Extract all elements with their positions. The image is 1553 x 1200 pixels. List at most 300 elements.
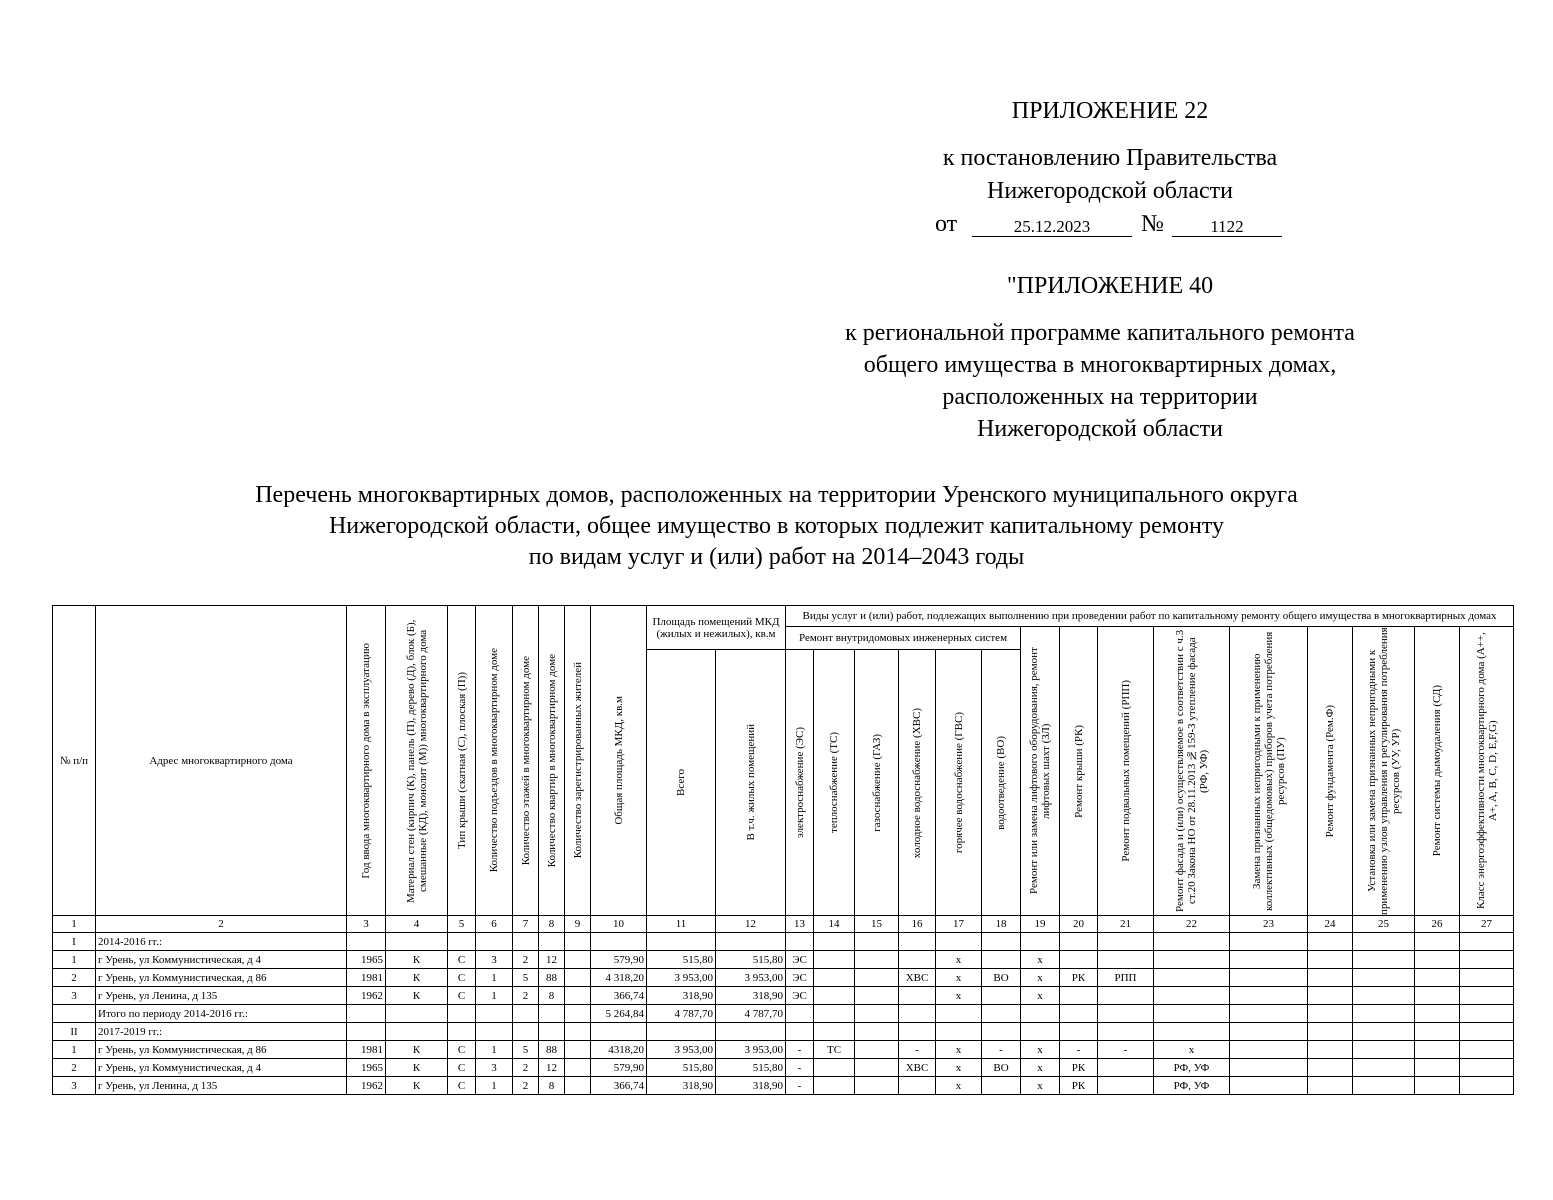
table-cell [1460,1041,1514,1059]
table-cell [1353,933,1415,951]
header-premises-total: Всего [647,650,716,916]
header-engineering: Ремонт внутридомовых инженерных систем [786,627,1021,650]
table-cell [814,951,855,969]
table-row [53,1041,1514,1059]
table-cell [1415,1041,1460,1059]
column-number: 23 [1230,916,1308,933]
table-cell: 5 [513,1041,539,1059]
table-cell [1460,1023,1514,1041]
table-cell [591,933,647,951]
table-cell [1460,1077,1514,1095]
table-cell: 318,90 [647,987,716,1005]
column-number: 3 [347,916,386,933]
table-cell: х [1021,987,1060,1005]
table-cell [855,1023,899,1041]
appendix-22-title: ПРИЛОЖЕНИЕ 22 [1011,98,1209,124]
table-cell [539,1023,565,1041]
table-cell: 1965 [347,1059,386,1077]
table-cell: С [448,1041,476,1059]
header-num: № п/п [53,606,96,916]
table-cell: РФ, УФ [1154,1077,1230,1095]
header-hvs: холодное водоснабжение (ХВС) [899,650,936,916]
header-lift: Ремонт или замена лифтового оборудования, ремонт лифтовых шахт (ЗЛ) [1021,627,1060,916]
table-cell [1230,1059,1308,1077]
table-body [53,916,1514,1095]
table-cell: 3 [476,951,513,969]
table-cell [814,933,855,951]
table-cell: х [936,1077,982,1095]
header-meters-replace: Замена признанных непригодными к применению коллективных (общедомовых) приборов учета потребления ресурсов (ПУ) [1230,627,1308,916]
header-entrances: Количество подъездов в многоквартирном доме [476,606,513,916]
table-cell: 3 953,00 [647,969,716,987]
table-cell: К [386,951,448,969]
table-cell [1230,1005,1308,1023]
table-cell: 515,80 [716,951,786,969]
table-cell: 3 953,00 [647,1041,716,1059]
table-cell: 3 [476,1059,513,1077]
table-cell [899,933,936,951]
table-cell: - [899,1041,936,1059]
table-cell [716,933,786,951]
table-row [53,1077,1514,1095]
table-cell: 2 [53,1059,96,1077]
table-cell [347,933,386,951]
table-cell: К [386,1041,448,1059]
table-cell [647,933,716,951]
header-premises-area: Площадь помещений МКД (жилых и нежилых), кв.м [647,606,786,650]
column-number: 11 [647,916,716,933]
table-cell [1415,1023,1460,1041]
table-cell [786,1005,814,1023]
table-cell [448,1005,476,1023]
table-cell: 2 [513,987,539,1005]
table-cell: - [1060,1041,1098,1059]
column-number: 7 [513,916,539,933]
table-cell: ЭС [786,951,814,969]
table-cell: 1 [476,1041,513,1059]
table-cell [1154,1005,1230,1023]
table-cell: 8 [539,987,565,1005]
table-cell [1353,951,1415,969]
table-cell: г Урень, ул Ленина, д 135 [96,987,347,1005]
table-cell [786,933,814,951]
table-cell [1308,951,1353,969]
header-roof-repair: Ремонт крыши (РК) [1060,627,1098,916]
table-cell: 1962 [347,987,386,1005]
table-cell [1098,1059,1154,1077]
table-cell [1353,1059,1415,1077]
table-cell: К [386,1059,448,1077]
table-cell [814,1077,855,1095]
table-cell: 318,90 [716,987,786,1005]
table-cell [899,951,936,969]
table-cell: 5 [513,969,539,987]
table-cell: К [386,987,448,1005]
table-cell: 4 318,20 [591,969,647,987]
table-cell [386,1023,448,1041]
column-number: 14 [814,916,855,933]
table-cell [1098,1023,1154,1041]
table-cell [1308,1059,1353,1077]
table-cell [1415,933,1460,951]
table-cell: ЭС [786,969,814,987]
table-cell [1415,1077,1460,1095]
table-cell [539,1005,565,1023]
table-cell: 2017-2019 гг.: [96,1023,347,1041]
table-cell: 2 [513,1059,539,1077]
header-chimney: Ремонт системы дымоудаления (СД) [1415,627,1460,916]
table-cell [1308,1005,1353,1023]
appendix-40-line1: к региональной программе капитального ремонта [845,320,1355,346]
table-cell: РК [1060,969,1098,987]
table-cell: 4 787,70 [716,1005,786,1023]
table-cell: х [1021,969,1060,987]
table-cell [1415,1005,1460,1023]
appendix-40-line3: расположенных на территории [942,384,1258,410]
table-cell [1308,969,1353,987]
table-cell [814,987,855,1005]
table-cell [1154,933,1230,951]
total-row [53,1005,1514,1023]
section-row [53,933,1514,951]
table-cell [565,1059,591,1077]
table-cell: г Урень, ул Ленина, д 135 [96,1077,347,1095]
table-cell [982,1023,1021,1041]
table-cell [1415,969,1460,987]
table-cell: х [1021,1059,1060,1077]
column-number: 1 [53,916,96,933]
table-cell: г Урень, ул Коммунистическая, д 86 [96,969,347,987]
table-cell [1460,1059,1514,1077]
table-cell [855,987,899,1005]
table-cell: 3 953,00 [716,969,786,987]
table-cell: 1965 [347,951,386,969]
header-foundation: Ремонт фундамента (Рем.Ф) [1308,627,1353,916]
column-number: 19 [1021,916,1060,933]
table-cell [1098,987,1154,1005]
header-roof-type: Тип крыши (скатная (С), плоская (П)) [448,606,476,916]
header-facade: Ремонт фасада и (или) осуществляемое в соответствии с ч.3 ст.20 Закона НО от 28.11.2013 №159-З утепление фасада (РФ, УФ) [1154,627,1230,916]
table-cell [855,1059,899,1077]
table-cell: х [1021,1077,1060,1095]
table-cell [476,933,513,951]
table-cell: С [448,987,476,1005]
table-cell [982,1005,1021,1023]
column-number: 2 [96,916,347,933]
table-cell: 318,90 [716,1077,786,1095]
table-cell: 1 [53,1041,96,1059]
column-number: 15 [855,916,899,933]
table-cell [647,1023,716,1041]
table-cell: 318,90 [647,1077,716,1095]
header-residents: Количество зарегистрированных жителей [565,606,591,916]
table-cell: - [1098,1041,1154,1059]
table-cell [448,1023,476,1041]
table-cell: 1 [53,951,96,969]
table-cell: РК [1060,1059,1098,1077]
table-cell [1460,987,1514,1005]
table-cell [1353,969,1415,987]
table-cell [1308,1077,1353,1095]
table-cell: II [53,1023,96,1041]
table-cell: - [786,1059,814,1077]
table-cell: 3 [53,1077,96,1095]
table-cell: 366,74 [591,1077,647,1095]
table-cell: 88 [539,969,565,987]
table-cell: 366,74 [591,987,647,1005]
table-cell [476,1005,513,1023]
table-cell [899,1077,936,1095]
table-cell: РФ, УФ [1154,1059,1230,1077]
table-cell: I [53,933,96,951]
table-cell: 1 [476,1077,513,1095]
table-cell [1230,951,1308,969]
table-cell [513,933,539,951]
column-number: 5 [448,916,476,933]
appendix-40-line2: общего имущества в многоквартирных домах, [863,352,1337,378]
table-cell: 12 [539,951,565,969]
table-cell [347,1023,386,1041]
date-prefix: от [935,211,958,237]
table-cell: 5 264,84 [591,1005,647,1023]
table-cell: С [448,969,476,987]
table-cell [1415,987,1460,1005]
table-cell [1154,951,1230,969]
column-number: 17 [936,916,982,933]
table-cell [1098,1077,1154,1095]
table-cell: К [386,1077,448,1095]
column-number: 6 [476,916,513,933]
table-cell: ТС [814,1041,855,1059]
table-cell [1060,987,1098,1005]
table-cell [386,1005,448,1023]
header-material: Материал стен (кирпич (К), панель (П), дерево (Д), блок (Б), смешанные (КД), монолит (М)) многоквартирного дома [386,606,448,916]
table-cell [565,1023,591,1041]
table-cell [1230,987,1308,1005]
table-cell: г Урень, ул Коммунистическая, д 86 [96,1041,347,1059]
table-cell [936,1005,982,1023]
table-cell [565,1005,591,1023]
column-number: 26 [1415,916,1460,933]
document-title-line3: по видам услуг и (или) работ на 2014–2043 годы [528,544,1025,570]
table-cell [1060,1023,1098,1041]
table-cell [1353,1005,1415,1023]
table-cell: 579,90 [591,1059,647,1077]
column-number: 27 [1460,916,1514,933]
table-cell [539,933,565,951]
table-cell: 515,80 [647,951,716,969]
table-cell [1308,1041,1353,1059]
table-cell: х [936,969,982,987]
table-cell: х [1021,951,1060,969]
table-cell [1098,951,1154,969]
table-cell [1230,933,1308,951]
header-premises-living: В т.ч. жилых помещений [716,650,786,916]
table-cell: 2 [513,951,539,969]
table-cell [899,987,936,1005]
table-cell [936,933,982,951]
column-number: 9 [565,916,591,933]
number-sign: № [1141,211,1164,237]
table-cell: РК [1060,1077,1098,1095]
table-cell [386,933,448,951]
table-cell [1098,1005,1154,1023]
table-row [53,969,1514,987]
table-cell: 4318,20 [591,1041,647,1059]
table-cell [1460,1005,1514,1023]
table-cell [448,933,476,951]
table-cell: г Урень, ул Коммунистическая, д 4 [96,951,347,969]
number-value: 1122 [1172,212,1282,237]
table-cell [982,951,1021,969]
table-cell [513,1023,539,1041]
table-cell: 4 787,70 [647,1005,716,1023]
table-cell: 1 [476,969,513,987]
table-cell: 12 [539,1059,565,1077]
table-cell [1060,933,1098,951]
table-cell: ХВС [899,1059,936,1077]
header-floors: Количество этажей в многоквартирном доме [513,606,539,916]
table-cell [1154,987,1230,1005]
table-cell: 579,90 [591,951,647,969]
table-cell [1353,1041,1415,1059]
table-cell [982,1077,1021,1095]
table-cell: 2014-2016 гг.: [96,933,347,951]
table-cell [814,1059,855,1077]
table-cell: х [1021,1041,1060,1059]
header-vo: водоотведение (ВО) [982,650,1021,916]
table-cell: К [386,969,448,987]
table-cell [1353,1023,1415,1041]
table-cell: х [936,987,982,1005]
table-cell [855,1005,899,1023]
header-control-units: Установка или замена признанных непригодными к применению узлов управления и регулирования потребления ресурсов (УУ, УР) [1353,627,1415,916]
table-cell: 1962 [347,1077,386,1095]
table-cell [513,1005,539,1023]
table-cell: Итого по периоду 2014-2016 гг.: [96,1005,347,1023]
table-cell [1353,987,1415,1005]
table-cell: 515,80 [716,1059,786,1077]
table-cell: - [786,1041,814,1059]
table-cell: - [982,1041,1021,1059]
table-cell [1308,933,1353,951]
appendix-22-line1: к постановлению Правительства [942,145,1278,171]
header-year: Год ввода многоквартирного дома в эксплуатацию [347,606,386,916]
header-gas: газоснабжение (ГАЗ) [855,650,899,916]
appendix-40-title: "ПРИЛОЖЕНИЕ 40 [1006,273,1214,299]
column-number: 16 [899,916,936,933]
table-cell [855,969,899,987]
table-cell [1460,951,1514,969]
column-number: 8 [539,916,565,933]
column-number: 13 [786,916,814,933]
date-value: 25.12.2023 [972,212,1132,237]
table-cell [1230,1023,1308,1041]
column-number: 21 [1098,916,1154,933]
table-cell [53,1005,96,1023]
table-cell [347,1005,386,1023]
table-cell [1353,1077,1415,1095]
table-row [53,951,1514,969]
table-cell [1230,1041,1308,1059]
table-cell [814,1005,855,1023]
table-cell: ВО [982,969,1021,987]
table-cell [982,987,1021,1005]
table-cell: 515,80 [647,1059,716,1077]
table-cell [814,969,855,987]
table-cell: 8 [539,1077,565,1095]
table-cell: ЭС [786,987,814,1005]
table-cell: х [1154,1041,1230,1059]
column-number: 24 [1308,916,1353,933]
table-cell [899,1005,936,1023]
table-cell [565,969,591,987]
header-gvs: горячее водоснабжение (ГВС) [936,650,982,916]
table-cell [1021,933,1060,951]
table-cell [1308,987,1353,1005]
table-cell [899,1023,936,1041]
table-cell [1415,951,1460,969]
table-cell [565,933,591,951]
table-cell [1415,1059,1460,1077]
table-cell [814,1023,855,1041]
document-title-line1: Перечень многоквартирных домов, расположенных на территории Уренского муниципального округа [255,482,1298,508]
column-number: 10 [591,916,647,933]
table-cell: г Урень, ул Коммунистическая, д 4 [96,1059,347,1077]
header-services: Виды услуг и (или) работ, подлежащих выполнению при проведении работ по капитальному ремонту общего имущества в многоквартирных домах [786,606,1514,627]
table-cell: ХВС [899,969,936,987]
table-cell [936,1023,982,1041]
table-cell [982,933,1021,951]
header-flats: Количество квартир в многоквартирном доме [539,606,565,916]
table-cell: РПП [1098,969,1154,987]
table-cell: С [448,951,476,969]
table-cell: С [448,1077,476,1095]
table-cell: х [936,1041,982,1059]
table-cell [1230,969,1308,987]
table-cell [591,1023,647,1041]
appendix-40-line4: Нижегородской области [976,416,1224,442]
table-cell: 2 [513,1077,539,1095]
table-cell: - [786,1077,814,1095]
table-cell: 1981 [347,969,386,987]
table-cell [1021,1023,1060,1041]
table-cell [786,1023,814,1041]
table-cell [1060,951,1098,969]
table-cell: 3 953,00 [716,1041,786,1059]
header-total-area: Общая площадь МКД, кв.м [591,606,647,916]
houses-register-table [52,605,1514,1095]
table-cell: ВО [982,1059,1021,1077]
table-cell [1098,933,1154,951]
table-cell [565,1077,591,1095]
table-cell [855,933,899,951]
table-cell [855,951,899,969]
table-cell [1308,1023,1353,1041]
table-cell: х [936,1059,982,1077]
header-ts: теплоснабжение (ТС) [814,650,855,916]
table-cell [476,1023,513,1041]
column-number: 25 [1353,916,1415,933]
table-row [53,1059,1514,1077]
table-cell [1021,1005,1060,1023]
header-address: Адрес многоквартирного дома [96,606,347,916]
table-cell [716,1023,786,1041]
table-cell: С [448,1059,476,1077]
appendix-22-line2: Нижегородской области [986,178,1234,204]
header-es: электроснабжение (ЭС) [786,650,814,916]
table-cell: 88 [539,1041,565,1059]
